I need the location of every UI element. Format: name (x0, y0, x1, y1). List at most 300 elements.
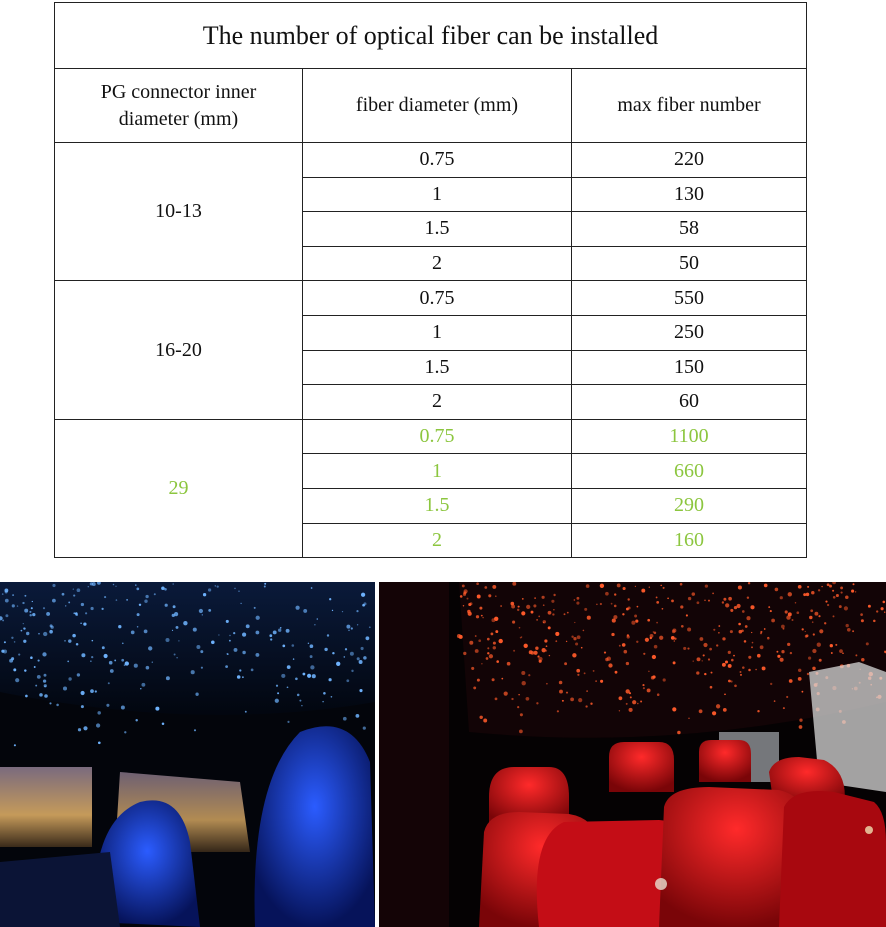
star-light (807, 673, 809, 675)
star-light (102, 646, 105, 649)
star-light (511, 698, 513, 700)
star-light (196, 645, 200, 649)
star-light (536, 619, 538, 621)
star-light (487, 638, 490, 641)
star-light (256, 616, 260, 620)
star-light (282, 645, 285, 648)
star-light (76, 643, 79, 646)
star-light (788, 592, 792, 596)
star-light (545, 650, 547, 652)
star-light (493, 646, 496, 649)
star-light (746, 616, 750, 620)
star-light (75, 613, 78, 616)
star-light (531, 651, 535, 655)
star-light (264, 586, 266, 588)
star-light (697, 601, 700, 604)
star-light (24, 609, 28, 613)
star-light (790, 652, 792, 654)
star-light (521, 671, 525, 675)
star-light (481, 615, 483, 617)
star-light (293, 658, 294, 659)
star-light (634, 615, 637, 618)
star-light (799, 719, 802, 722)
star-light (788, 612, 792, 616)
star-light (860, 613, 863, 616)
star-light (806, 634, 809, 637)
star-light (798, 669, 801, 672)
star-light (351, 627, 353, 629)
star-light (548, 611, 552, 615)
star-light (96, 723, 100, 727)
fiber-capacity-table (54, 2, 807, 558)
star-light (487, 652, 489, 654)
star-light (748, 656, 751, 659)
star-light (593, 670, 595, 672)
star-light (104, 654, 108, 658)
star-light (512, 621, 515, 624)
star-light (81, 603, 84, 606)
star-light (90, 607, 93, 610)
star-light (548, 626, 551, 629)
star-light (847, 628, 851, 632)
star-light (331, 696, 333, 698)
star-light (310, 644, 314, 648)
star-light (845, 596, 849, 600)
star-light (478, 639, 481, 642)
star-light (600, 584, 604, 588)
star-light (760, 645, 764, 649)
star-light (768, 606, 770, 608)
star-light (136, 588, 139, 591)
star-light (704, 600, 706, 602)
star-light (663, 587, 665, 589)
star-light (656, 601, 659, 604)
star-light (459, 635, 463, 639)
fiber-diameter-cell: 0.75 (303, 419, 572, 454)
star-light (538, 616, 540, 618)
star-light (73, 612, 75, 614)
star-light (619, 710, 620, 711)
star-light (4, 588, 8, 592)
star-light (310, 665, 314, 669)
star-light (799, 725, 803, 729)
star-light (723, 598, 726, 601)
star-light (29, 614, 31, 616)
star-light (553, 609, 554, 610)
star-light (476, 582, 479, 585)
star-light (677, 731, 681, 735)
star-light (172, 630, 173, 631)
star-light (124, 731, 126, 733)
star-light (32, 601, 33, 602)
star-light (730, 680, 732, 682)
header-connector-diameter: PG connector inner diameter (mm) (55, 69, 303, 143)
star-light (264, 583, 266, 585)
star-light (654, 632, 657, 635)
star-light (827, 583, 830, 586)
star-light (604, 652, 606, 654)
star-light (44, 694, 48, 698)
star-light (240, 603, 241, 604)
star-light (24, 669, 26, 671)
star-light (125, 661, 129, 665)
star-light (841, 592, 843, 594)
star-light (747, 596, 749, 598)
star-light (631, 621, 635, 625)
star-light (605, 592, 609, 596)
star-light (110, 669, 114, 673)
star-light (654, 645, 658, 649)
star-light (488, 594, 491, 597)
star-light (471, 667, 474, 670)
star-light (308, 643, 309, 644)
star-light (486, 657, 489, 660)
star-light (495, 630, 498, 633)
star-light (611, 633, 614, 636)
star-light (712, 593, 714, 595)
star-light (641, 589, 645, 593)
star-light (165, 638, 169, 642)
star-light (645, 638, 649, 642)
star-light (52, 584, 55, 587)
star-light (18, 654, 20, 656)
star-light (839, 605, 842, 608)
star-light (818, 615, 820, 617)
star-light (576, 669, 580, 673)
star-light (708, 658, 710, 660)
star-light (518, 694, 519, 695)
star-light (491, 633, 494, 636)
star-light (693, 661, 694, 662)
max-fiber-cell: 60 (572, 385, 807, 420)
star-light (137, 626, 139, 628)
star-light (275, 699, 279, 703)
star-light (770, 610, 772, 612)
star-light (692, 592, 695, 595)
star-light (543, 604, 545, 606)
star-light (361, 647, 364, 650)
star-light (608, 663, 612, 667)
star-light (37, 675, 41, 679)
star-light (813, 633, 815, 635)
star-light (534, 597, 536, 599)
star-light (716, 644, 718, 646)
star-light (68, 677, 71, 680)
star-light (491, 618, 495, 622)
star-light (818, 589, 820, 591)
star-light (801, 691, 803, 693)
star-light (637, 606, 639, 608)
star-light (718, 632, 720, 634)
star-light (215, 585, 216, 586)
star-light (585, 705, 587, 707)
star-light (17, 605, 18, 606)
star-light (651, 676, 655, 680)
star-light (479, 716, 482, 719)
table-title: The number of optical fiber can be installed (55, 3, 807, 69)
star-light (144, 630, 148, 634)
star-light (83, 622, 86, 625)
star-light (255, 653, 259, 657)
fiber-diameter-cell: 2 (303, 385, 572, 420)
star-light (673, 661, 676, 664)
star-light (844, 606, 848, 610)
star-light (193, 628, 197, 632)
max-fiber-cell: 1100 (572, 419, 807, 454)
star-light (155, 707, 159, 711)
star-light (709, 648, 712, 651)
star-light (295, 677, 298, 680)
star-light (77, 588, 81, 592)
star-light (44, 674, 47, 677)
star-light (687, 648, 689, 650)
star-light (824, 622, 826, 624)
star-light (559, 690, 563, 694)
star-light (626, 662, 629, 665)
star-light (688, 597, 691, 600)
star-light (229, 635, 230, 636)
star-light (3, 649, 7, 653)
star-light (626, 703, 628, 705)
star-light (487, 647, 489, 649)
star-light (90, 582, 93, 585)
star-light (322, 701, 324, 703)
star-light (463, 605, 464, 606)
star-light (728, 664, 732, 668)
star-light (363, 727, 366, 730)
star-light (122, 642, 124, 644)
star-light (270, 638, 272, 640)
star-light (229, 640, 231, 642)
star-light (62, 593, 65, 596)
star-light (521, 611, 525, 615)
star-light (647, 619, 650, 622)
star-light (469, 641, 473, 645)
star-light (723, 708, 727, 712)
star-light (484, 586, 487, 589)
star-light (239, 669, 241, 671)
star-light (135, 584, 136, 585)
star-light (752, 642, 754, 644)
star-light (114, 659, 116, 661)
star-light (776, 651, 778, 653)
star-light (281, 674, 285, 678)
star-light (2, 619, 4, 621)
star-light (571, 636, 573, 638)
star-light (590, 703, 592, 705)
star-light (468, 612, 472, 616)
star-light (748, 669, 751, 672)
star-light (817, 643, 821, 647)
star-light (833, 596, 836, 599)
star-light (642, 684, 644, 686)
star-light (233, 632, 235, 634)
star-light (476, 615, 479, 618)
star-light (745, 625, 748, 628)
blue-starlight-car-photo (0, 582, 375, 927)
star-light (627, 598, 629, 600)
star-light (770, 683, 772, 685)
star-light (711, 672, 713, 674)
star-light (884, 612, 885, 613)
star-light (803, 593, 806, 596)
star-light (868, 605, 871, 608)
star-light (336, 662, 340, 666)
star-light (139, 604, 141, 606)
star-light (829, 585, 832, 588)
star-light (42, 652, 46, 656)
star-light (269, 634, 272, 637)
star-light (716, 704, 720, 708)
star-light (38, 633, 40, 635)
star-light (519, 627, 521, 629)
star-light (586, 690, 588, 692)
star-light (812, 621, 814, 623)
star-light (785, 610, 788, 613)
star-light (234, 588, 236, 590)
star-light (739, 630, 743, 634)
star-light (519, 730, 523, 734)
star-light (29, 611, 31, 613)
star-light (574, 622, 575, 623)
star-light (680, 583, 683, 586)
star-light (332, 652, 334, 654)
star-light (154, 593, 156, 595)
star-light (22, 602, 24, 604)
star-light (115, 586, 116, 587)
star-light (656, 596, 658, 598)
star-light (635, 620, 638, 623)
star-light (614, 593, 616, 595)
star-light (731, 659, 734, 662)
star-light (775, 588, 779, 592)
star-light (656, 622, 658, 624)
star-light (81, 653, 85, 657)
star-light (43, 679, 46, 682)
star-light (740, 674, 742, 676)
star-light (522, 681, 526, 685)
fiber-diameter-cell: 1 (303, 177, 572, 212)
star-light (617, 583, 621, 587)
header-max-fiber-number: max fiber number (572, 69, 807, 143)
star-light (836, 594, 839, 597)
star-light (73, 595, 75, 597)
star-light (273, 630, 277, 634)
star-light (303, 609, 307, 613)
star-light (359, 660, 363, 664)
star-light (152, 662, 153, 663)
star-light (611, 603, 613, 605)
star-light (667, 597, 669, 599)
star-light (346, 625, 350, 629)
star-light (600, 603, 602, 605)
star-light (356, 714, 360, 718)
star-light (819, 659, 822, 662)
star-light (65, 605, 66, 606)
star-light (839, 649, 843, 653)
star-light (614, 605, 617, 608)
blue-starlight-illustration (0, 582, 375, 927)
star-light (680, 605, 683, 608)
star-light (68, 639, 71, 642)
star-light (760, 631, 762, 633)
star-light (90, 689, 94, 693)
star-light (567, 612, 569, 614)
star-light (781, 625, 785, 629)
star-light (25, 695, 28, 698)
star-light (276, 685, 278, 687)
max-fiber-cell: 50 (572, 246, 807, 281)
star-light (522, 598, 524, 600)
star-light (546, 683, 548, 685)
star-light (314, 624, 315, 625)
star-light (234, 648, 238, 652)
star-light (500, 605, 502, 607)
star-light (777, 655, 780, 658)
star-light (657, 693, 660, 696)
star-light (531, 611, 534, 614)
star-light (607, 657, 611, 661)
star-light (757, 710, 759, 712)
fiber-diameter-cell: 1 (303, 315, 572, 350)
star-light (350, 652, 354, 656)
star-light (712, 711, 716, 715)
star-light (537, 656, 539, 658)
star-light (278, 629, 281, 632)
star-light (572, 653, 576, 657)
star-light (672, 629, 676, 633)
star-light (98, 741, 101, 744)
star-light (280, 627, 282, 629)
star-light (287, 665, 291, 669)
star-light (564, 613, 566, 615)
star-light (496, 660, 499, 663)
star-light (722, 637, 725, 640)
star-light (748, 582, 750, 584)
star-light (21, 630, 23, 632)
star-light (718, 625, 720, 627)
star-light (242, 651, 245, 654)
star-light (807, 586, 809, 588)
star-light (544, 639, 547, 642)
star-light (528, 674, 530, 676)
star-light (835, 644, 837, 646)
star-light (495, 595, 497, 597)
star-light (173, 605, 176, 608)
star-light (539, 660, 542, 663)
star-light (533, 604, 536, 607)
star-light (526, 697, 530, 701)
star-light (635, 586, 636, 587)
star-light (176, 626, 179, 629)
star-light (78, 728, 81, 731)
star-light (225, 665, 228, 668)
star-light (499, 639, 503, 643)
star-light (148, 646, 152, 650)
star-light (501, 678, 503, 680)
star-light (81, 705, 84, 708)
red-starlight-illustration (379, 582, 886, 927)
star-light (780, 658, 784, 662)
star-light (755, 669, 757, 671)
max-fiber-cell: 290 (572, 488, 807, 523)
star-light (740, 671, 742, 673)
max-fiber-cell: 550 (572, 281, 807, 316)
star-light (517, 609, 519, 611)
star-light (699, 709, 703, 713)
red-starlight-van-photo (379, 582, 886, 927)
star-light (812, 667, 815, 670)
